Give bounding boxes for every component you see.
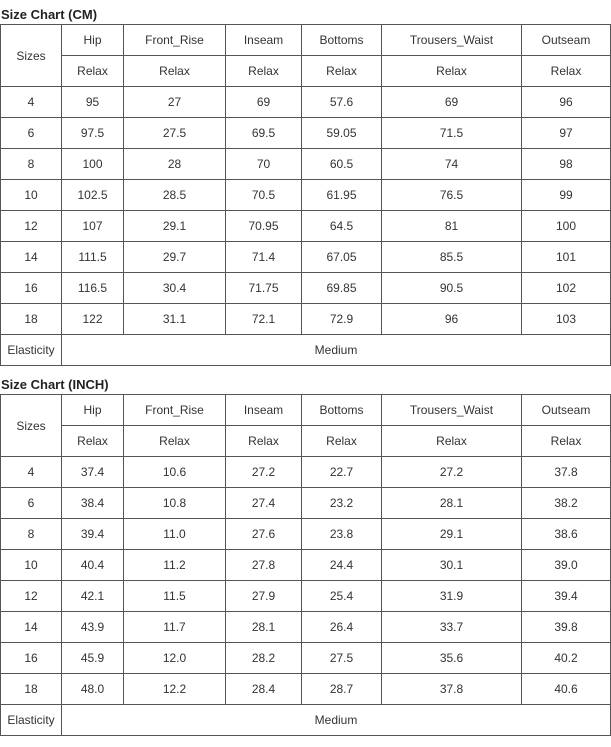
column-header: Hip bbox=[62, 25, 124, 56]
measurement-cell: 42.1 bbox=[62, 581, 124, 612]
measurement-cell: 11.0 bbox=[124, 519, 226, 550]
table-row bbox=[1, 488, 611, 519]
table-row bbox=[1, 180, 611, 211]
table-row bbox=[1, 612, 611, 643]
measurement-cell: 74 bbox=[382, 149, 522, 180]
size-cell: 4 bbox=[1, 457, 62, 488]
measurement-cell: 37.8 bbox=[382, 674, 522, 705]
measurement-cell: 72.1 bbox=[226, 304, 302, 335]
size-chart-cm-table bbox=[0, 24, 611, 366]
table-row bbox=[1, 674, 611, 705]
size-cell: 12 bbox=[1, 581, 62, 612]
measurement-cell: 76.5 bbox=[382, 180, 522, 211]
measurement-cell: 96 bbox=[382, 304, 522, 335]
measurement-cell: 11.2 bbox=[124, 550, 226, 581]
measurement-cell: 30.1 bbox=[382, 550, 522, 581]
size-cell: 6 bbox=[1, 118, 62, 149]
measurement-cell: 95 bbox=[62, 87, 124, 118]
fit-cell: Relax bbox=[302, 426, 382, 457]
measurement-cell: 12.0 bbox=[124, 643, 226, 674]
measurement-cell: 24.4 bbox=[302, 550, 382, 581]
measurement-cell: 43.9 bbox=[62, 612, 124, 643]
measurement-cell: 57.6 bbox=[302, 87, 382, 118]
measurement-cell: 111.5 bbox=[62, 242, 124, 273]
measurement-cell: 35.6 bbox=[382, 643, 522, 674]
measurement-cell: 69 bbox=[382, 87, 522, 118]
table-row bbox=[1, 519, 611, 550]
measurement-cell: 22.7 bbox=[302, 457, 382, 488]
measurement-cell: 28.1 bbox=[382, 488, 522, 519]
measurement-cell: 103 bbox=[522, 304, 611, 335]
measurement-cell: 29.1 bbox=[382, 519, 522, 550]
measurement-cell: 27.2 bbox=[226, 457, 302, 488]
measurement-cell: 28.4 bbox=[226, 674, 302, 705]
measurement-cell: 10.6 bbox=[124, 457, 226, 488]
size-cell: 16 bbox=[1, 273, 62, 304]
fit-cell: Relax bbox=[226, 56, 302, 87]
measurement-cell: 85.5 bbox=[382, 242, 522, 273]
measurement-cell: 98 bbox=[522, 149, 611, 180]
measurement-cell: 33.7 bbox=[382, 612, 522, 643]
measurement-cell: 67.05 bbox=[302, 242, 382, 273]
column-header: Bottoms bbox=[302, 395, 382, 426]
column-header: Trousers_Waist bbox=[382, 25, 522, 56]
fit-cell: Relax bbox=[522, 426, 611, 457]
fit-cell: Relax bbox=[302, 56, 382, 87]
measurement-cell: 27.6 bbox=[226, 519, 302, 550]
sizes-header: Sizes bbox=[1, 25, 62, 87]
measurement-cell: 37.8 bbox=[522, 457, 611, 488]
measurement-cell: 27.5 bbox=[302, 643, 382, 674]
measurement-cell: 26.4 bbox=[302, 612, 382, 643]
measurement-cell: 28 bbox=[124, 149, 226, 180]
measurement-cell: 38.4 bbox=[62, 488, 124, 519]
measurement-cell: 64.5 bbox=[302, 211, 382, 242]
size-chart-inch-title: Size Chart (INCH) bbox=[1, 377, 109, 392]
elasticity-label: Elasticity bbox=[1, 335, 62, 366]
measurement-cell: 69.5 bbox=[226, 118, 302, 149]
size-cell: 8 bbox=[1, 149, 62, 180]
measurement-cell: 28.7 bbox=[302, 674, 382, 705]
measurement-cell: 27 bbox=[124, 87, 226, 118]
measurement-cell: 122 bbox=[62, 304, 124, 335]
table-row bbox=[1, 581, 611, 612]
column-header: Trousers_Waist bbox=[382, 395, 522, 426]
size-cell: 14 bbox=[1, 242, 62, 273]
elasticity-row bbox=[1, 705, 611, 736]
fit-cell: Relax bbox=[382, 426, 522, 457]
fit-cell: Relax bbox=[522, 56, 611, 87]
column-header: Inseam bbox=[226, 395, 302, 426]
measurement-cell: 107 bbox=[62, 211, 124, 242]
elasticity-label: Elasticity bbox=[1, 705, 62, 736]
measurement-cell: 27.9 bbox=[226, 581, 302, 612]
elasticity-row bbox=[1, 335, 611, 366]
measurement-cell: 38.2 bbox=[522, 488, 611, 519]
measurement-cell: 72.9 bbox=[302, 304, 382, 335]
measurement-cell: 71.5 bbox=[382, 118, 522, 149]
elasticity-value: Medium bbox=[62, 705, 611, 736]
size-cell: 14 bbox=[1, 612, 62, 643]
size-chart-inch-table bbox=[0, 394, 611, 736]
measurement-cell: 70.5 bbox=[226, 180, 302, 211]
measurement-cell: 28.1 bbox=[226, 612, 302, 643]
measurement-cell: 71.4 bbox=[226, 242, 302, 273]
measurement-cell: 90.5 bbox=[382, 273, 522, 304]
table-row bbox=[1, 149, 611, 180]
measurement-cell: 116.5 bbox=[62, 273, 124, 304]
measurement-cell: 30.4 bbox=[124, 273, 226, 304]
measurement-cell: 29.7 bbox=[124, 242, 226, 273]
measurement-cell: 60.5 bbox=[302, 149, 382, 180]
measurement-cell: 40.2 bbox=[522, 643, 611, 674]
size-cell: 8 bbox=[1, 519, 62, 550]
column-header: Hip bbox=[62, 395, 124, 426]
measurement-cell: 70.95 bbox=[226, 211, 302, 242]
measurement-cell: 23.8 bbox=[302, 519, 382, 550]
size-cell: 12 bbox=[1, 211, 62, 242]
header-row bbox=[1, 25, 611, 56]
measurement-cell: 81 bbox=[382, 211, 522, 242]
size-cell: 18 bbox=[1, 304, 62, 335]
measurement-cell: 27.2 bbox=[382, 457, 522, 488]
column-header: Inseam bbox=[226, 25, 302, 56]
size-cell: 10 bbox=[1, 550, 62, 581]
measurement-cell: 59.05 bbox=[302, 118, 382, 149]
measurement-cell: 39.0 bbox=[522, 550, 611, 581]
measurement-cell: 29.1 bbox=[124, 211, 226, 242]
fit-cell: Relax bbox=[226, 426, 302, 457]
table-row bbox=[1, 242, 611, 273]
measurement-cell: 100 bbox=[62, 149, 124, 180]
table-row bbox=[1, 457, 611, 488]
measurement-cell: 10.8 bbox=[124, 488, 226, 519]
sizes-header: Sizes bbox=[1, 395, 62, 457]
size-cell: 4 bbox=[1, 87, 62, 118]
measurement-cell: 37.4 bbox=[62, 457, 124, 488]
measurement-cell: 96 bbox=[522, 87, 611, 118]
measurement-cell: 27.5 bbox=[124, 118, 226, 149]
fit-cell: Relax bbox=[382, 56, 522, 87]
measurement-cell: 102.5 bbox=[62, 180, 124, 211]
table-row bbox=[1, 643, 611, 674]
measurement-cell: 11.7 bbox=[124, 612, 226, 643]
table-row bbox=[1, 304, 611, 335]
measurement-cell: 25.4 bbox=[302, 581, 382, 612]
measurement-cell: 11.5 bbox=[124, 581, 226, 612]
table-row bbox=[1, 550, 611, 581]
measurement-cell: 23.2 bbox=[302, 488, 382, 519]
size-cell: 18 bbox=[1, 674, 62, 705]
header-row bbox=[1, 395, 611, 426]
measurement-cell: 31.1 bbox=[124, 304, 226, 335]
column-header: Front_Rise bbox=[124, 25, 226, 56]
measurement-cell: 39.4 bbox=[522, 581, 611, 612]
measurement-cell: 48.0 bbox=[62, 674, 124, 705]
size-chart-cm-title: Size Chart (CM) bbox=[1, 7, 98, 22]
measurement-cell: 39.8 bbox=[522, 612, 611, 643]
table-row bbox=[1, 273, 611, 304]
fit-cell: Relax bbox=[62, 426, 124, 457]
measurement-cell: 70 bbox=[226, 149, 302, 180]
measurement-cell: 99 bbox=[522, 180, 611, 211]
column-header: Bottoms bbox=[302, 25, 382, 56]
measurement-cell: 27.8 bbox=[226, 550, 302, 581]
measurement-cell: 71.75 bbox=[226, 273, 302, 304]
measurement-cell: 39.4 bbox=[62, 519, 124, 550]
measurement-cell: 28.2 bbox=[226, 643, 302, 674]
measurement-cell: 101 bbox=[522, 242, 611, 273]
measurement-cell: 45.9 bbox=[62, 643, 124, 674]
measurement-cell: 31.9 bbox=[382, 581, 522, 612]
measurement-cell: 102 bbox=[522, 273, 611, 304]
fit-row bbox=[1, 56, 611, 87]
size-cell: 10 bbox=[1, 180, 62, 211]
measurement-cell: 100 bbox=[522, 211, 611, 242]
size-cell: 16 bbox=[1, 643, 62, 674]
elasticity-value: Medium bbox=[62, 335, 611, 366]
measurement-cell: 38.6 bbox=[522, 519, 611, 550]
column-header: Outseam bbox=[522, 25, 611, 56]
measurement-cell: 69.85 bbox=[302, 273, 382, 304]
fit-cell: Relax bbox=[124, 426, 226, 457]
measurement-cell: 97.5 bbox=[62, 118, 124, 149]
measurement-cell: 40.4 bbox=[62, 550, 124, 581]
fit-cell: Relax bbox=[62, 56, 124, 87]
fit-row bbox=[1, 426, 611, 457]
table-row bbox=[1, 87, 611, 118]
measurement-cell: 12.2 bbox=[124, 674, 226, 705]
measurement-cell: 69 bbox=[226, 87, 302, 118]
measurement-cell: 28.5 bbox=[124, 180, 226, 211]
table-row bbox=[1, 211, 611, 242]
measurement-cell: 61.95 bbox=[302, 180, 382, 211]
measurement-cell: 40.6 bbox=[522, 674, 611, 705]
column-header: Outseam bbox=[522, 395, 611, 426]
measurement-cell: 97 bbox=[522, 118, 611, 149]
column-header: Front_Rise bbox=[124, 395, 226, 426]
size-cell: 6 bbox=[1, 488, 62, 519]
fit-cell: Relax bbox=[124, 56, 226, 87]
measurement-cell: 27.4 bbox=[226, 488, 302, 519]
table-row bbox=[1, 118, 611, 149]
